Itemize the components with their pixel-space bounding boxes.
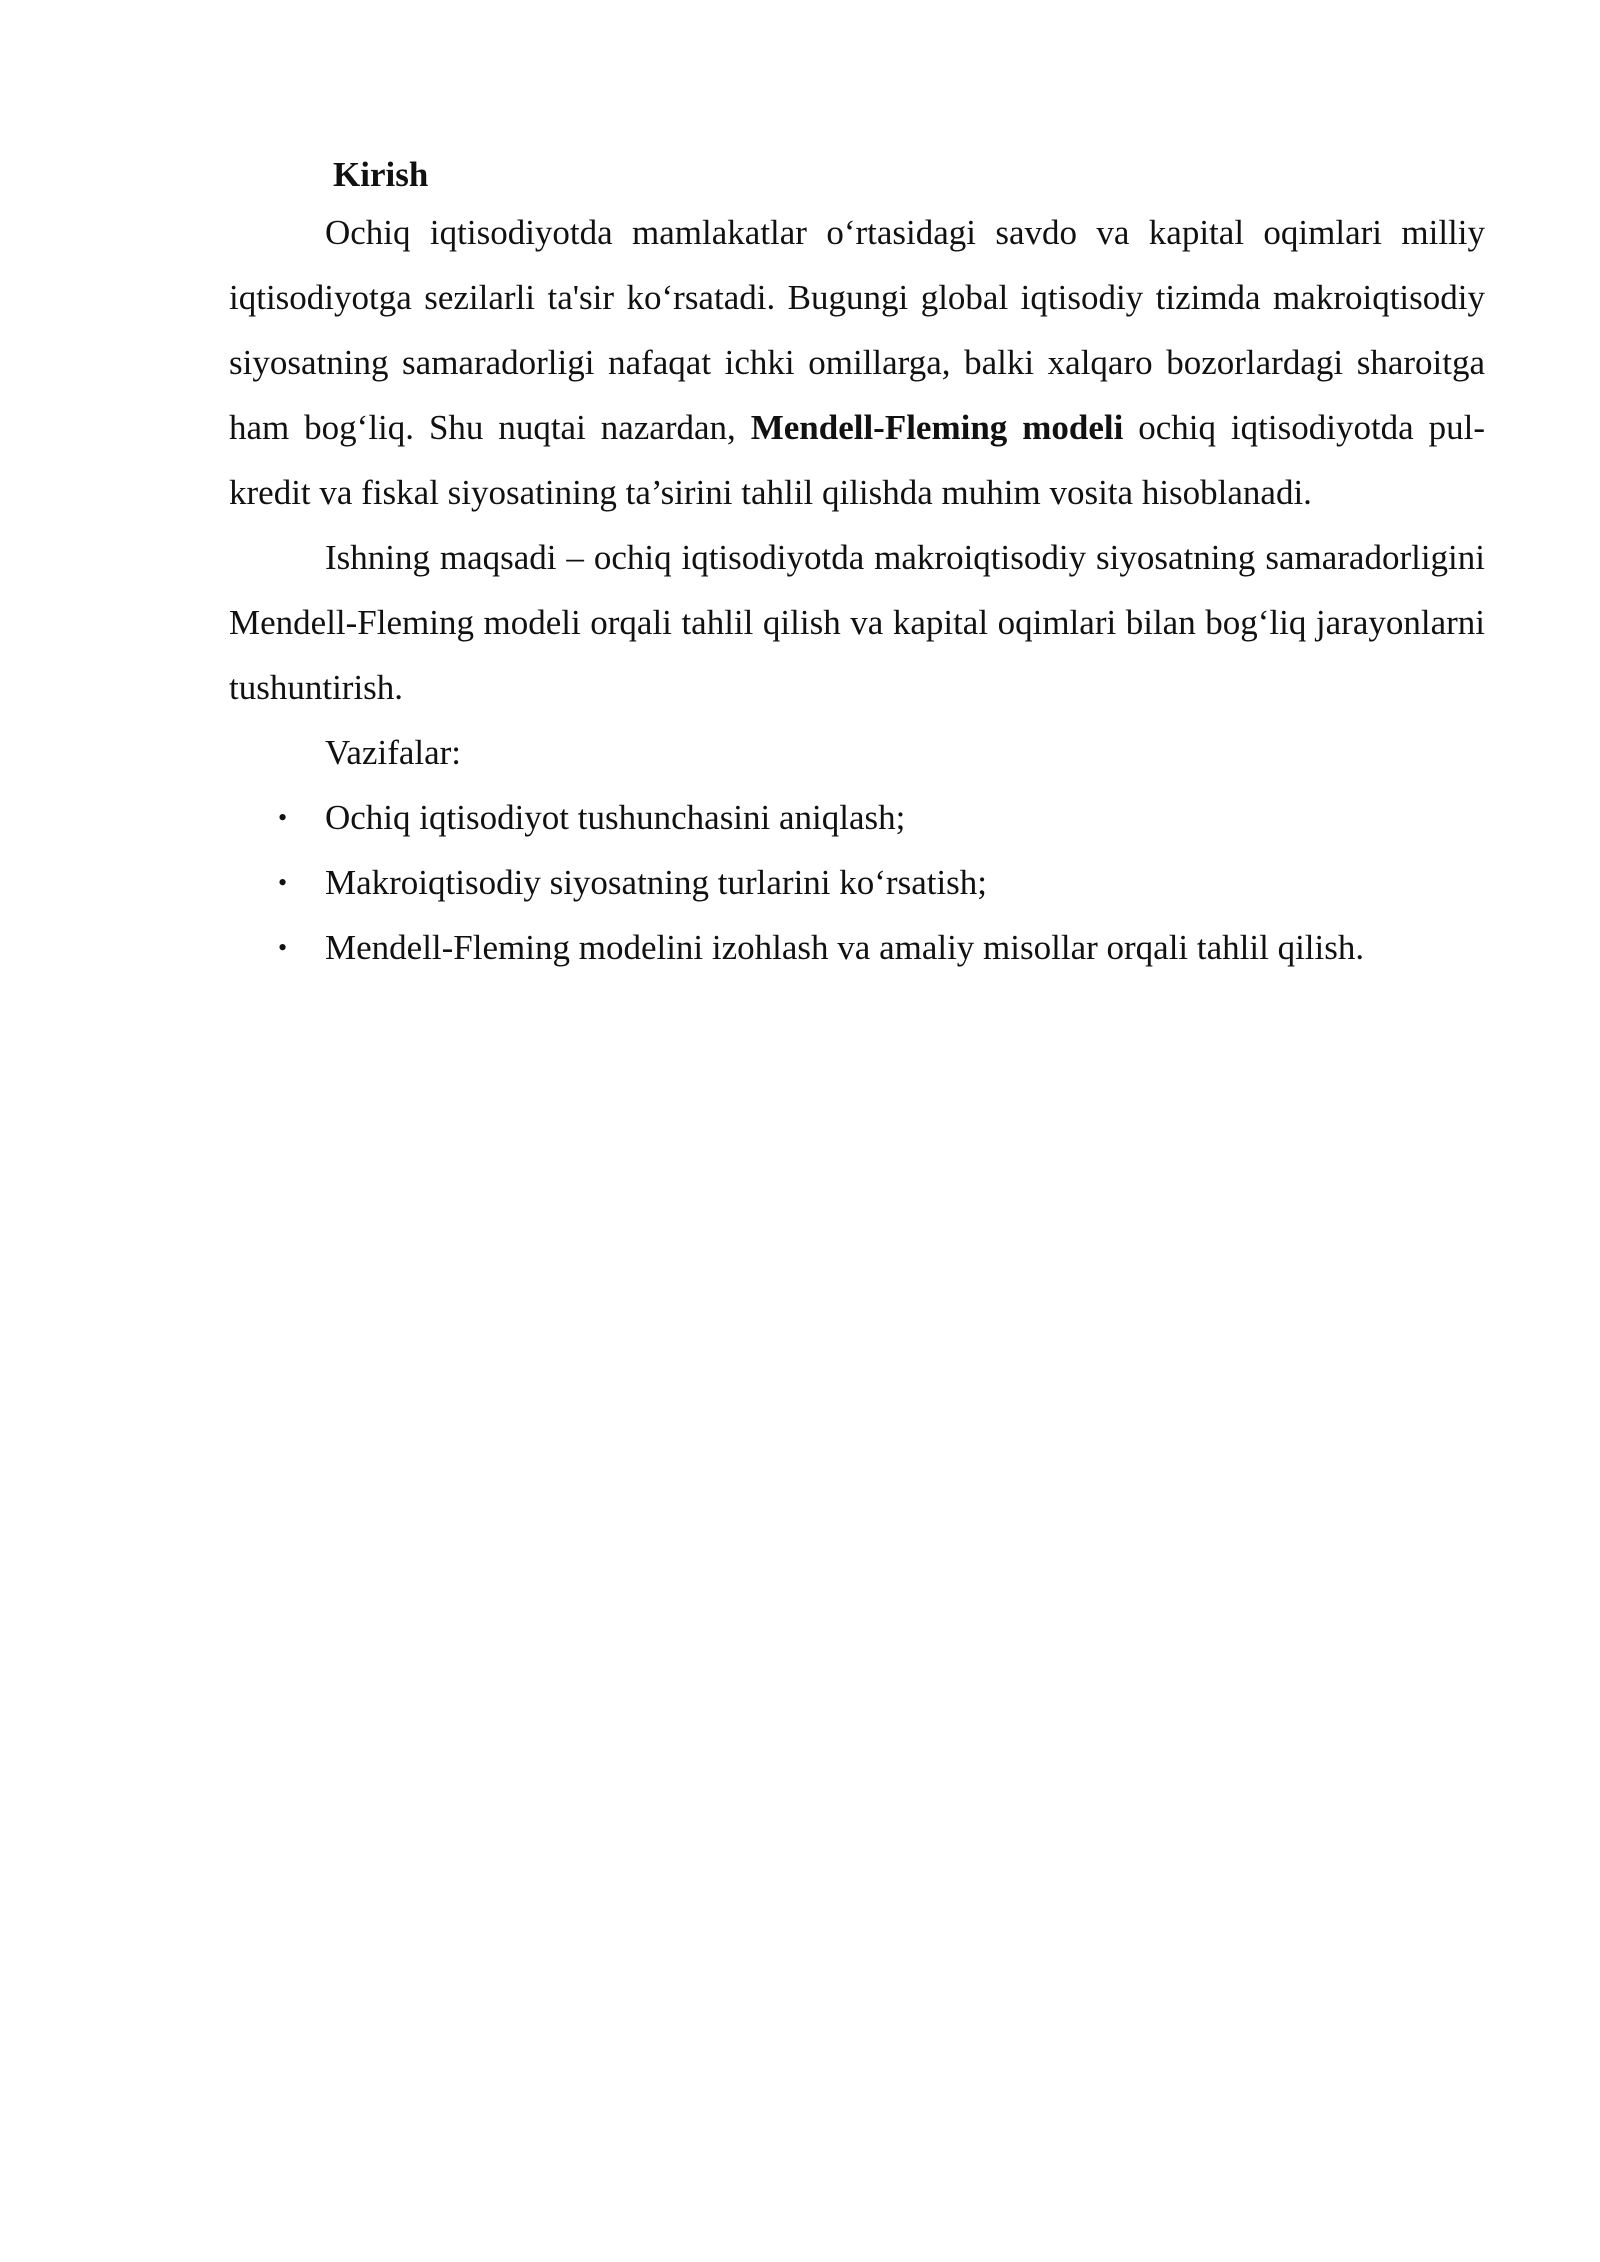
bullet-icon: • xyxy=(278,868,288,897)
task-text: Ochiq iqtisodiyot tushunchasini aniqlash; xyxy=(325,798,906,837)
intro-text-before: Ochiq iqtisodiyotda mamlakatlar o‘rtasidagi savdo va kapital oqimlari milliy iqtisodiyotga sezilarli ta'sir ko‘rsatadi. Bugungi global iqtisodiy tizimda makroiqtisodiy siyosatning samaradorligi nafaqat ichki omillarga, balki xalqaro bozorlardagi sharoitga ham bog‘liq. Shu nuqtai nazardan, xyxy=(229,213,1485,447)
intro-bold-term: Mendell-Fleming modeli xyxy=(750,408,1124,447)
intro-paragraph xyxy=(229,200,1485,525)
goal-paragraph: Ishning maqsadi – ochiq iqtisodiyotda makroiqtisodiy siyosatning samaradorligini Mendell-Fleming modeli orqali tahlil qilish va kapital oqimlari bilan bog‘liq jarayonlarni tushuntirish. xyxy=(229,538,1485,707)
section-heading: Kirish xyxy=(333,155,429,194)
task-text: Makroiqtisodiy siyosatning turlarini ko‘rsatish; xyxy=(325,863,988,902)
document-body xyxy=(229,150,1485,980)
list-item xyxy=(229,785,1485,850)
bullet-icon: • xyxy=(278,803,288,832)
intro-text-after: ochiq iqtisodiyotda pul-kredit va fiskal siyosatining ta’sirini tahlil qilishda muhim vosita hisoblanadi. xyxy=(229,408,1485,512)
list-item xyxy=(229,850,1485,915)
bullet-icon: • xyxy=(278,933,288,962)
tasks-label: Vazifalar: xyxy=(325,733,462,772)
list-item xyxy=(229,915,1485,980)
task-text: Mendell-Fleming modelini izohlash va amaliy misollar orqali tahlil qilish. xyxy=(325,928,1365,967)
tasks-list xyxy=(229,785,1485,980)
